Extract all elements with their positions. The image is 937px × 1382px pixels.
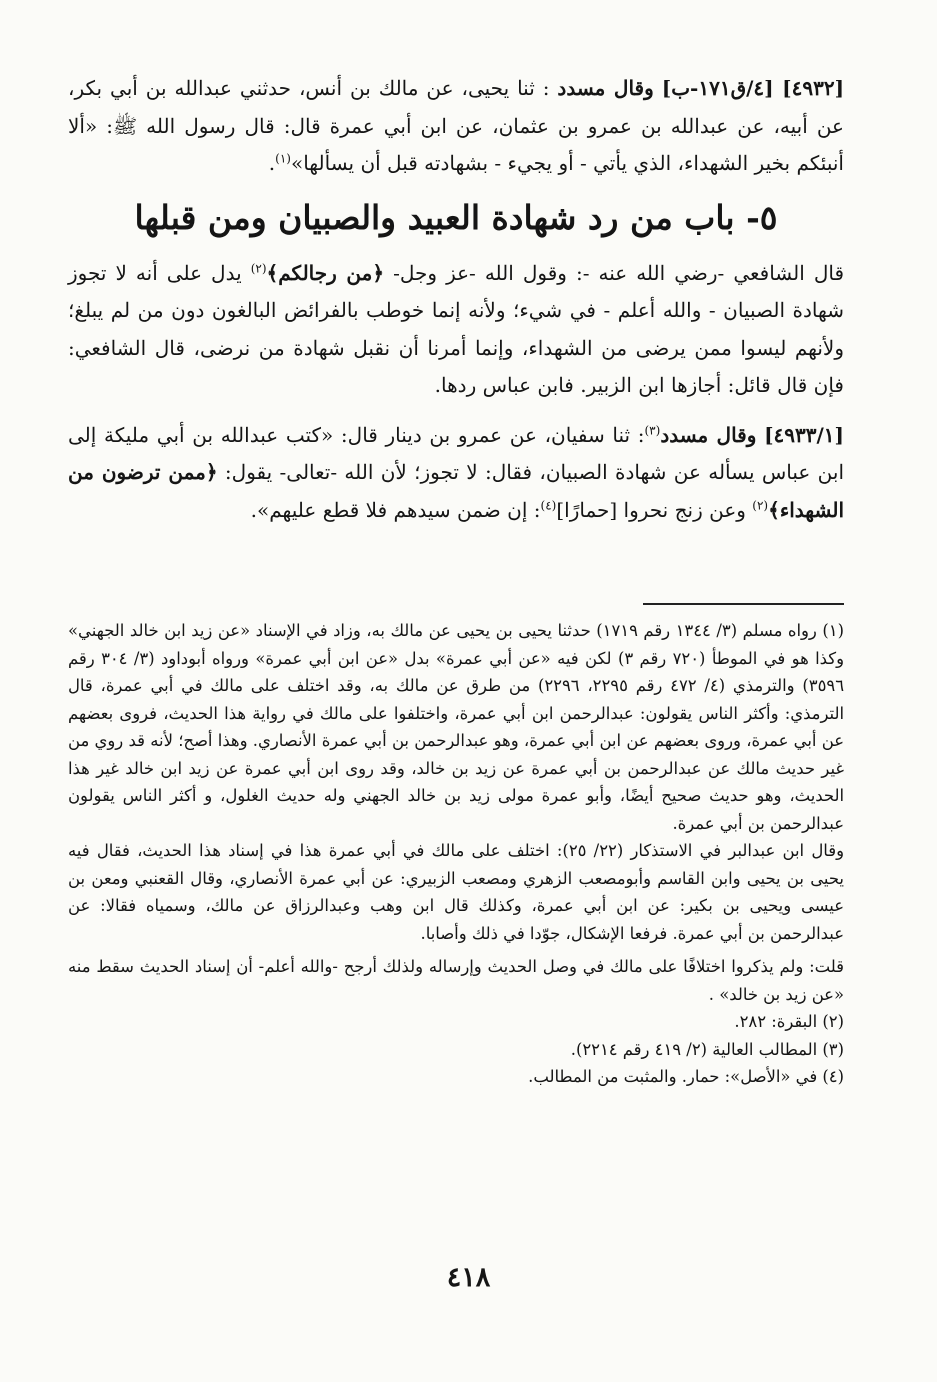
footnote-1: (١) رواه مسلم (٣/ ١٣٤٤ رقم ١٧١٩) حدثنا يحيى بن يحيى عن مالك به، وزاد في الإسناد «عن زيد ابن خالد الجهني» وكذا هو في الموطأ (٧٢٠ رقم ٣) لكن فيه «عن أبي عمرة» بدل «عن ابن أبي عمرة» ورواه أبوداود (٣/ ٣٠٤ رقم ٣٥٩٦) والترمذي (٤/ ٤٧٢ رقم ٢٢٩٥، ٢٢٩٦) من طرق عن مالك به، وقد اختلف على مالك في أبي عمرة، قال الترمذي: وأكثر الناس يقولون: عبدالرحمن ابن أبي عمرة، واختلفوا على مالك في رواية هذا الحديث، فروى بعضهم عن أبي عمرة، وروى بعضهم عن ابن أبي عمرة، وهو عبدالرحمن بن أبي عمرة الأنصاري. وهذا أصح؛ لأنه قد روي من غير حديث مالك عن عبدالرحمن بن أبي عمرة عن زيد بن خالد، وقد روى ابن أبي عمرة عن زيد ابن خالد غير هذا الحديث، وهو حديث صحيح أيضًا، وأبو عمرة مولى زيد بن خالد الجهني وله حديث الغلول، و أكثر الناس يقولون عبدالرحمن بن أبي عمرة. xyxy=(68,621,845,833)
main-text xyxy=(68,70,844,529)
footnote-4: (٤) في «الأصل»: حمار. والمثبت من المطالب. xyxy=(528,1067,844,1086)
shafii-text-1: قال الشافعي -رضي الله عنه -: وقول الله -عز وجل- xyxy=(384,260,845,285)
hadith-ref: [٤٩٣٣/١] xyxy=(764,422,845,447)
footnote-3: (٣) المطالب العالية (٢/ ٤١٩ رقم ٢٢١٤). xyxy=(570,1039,844,1059)
hadith-end: . xyxy=(268,151,276,175)
hadith-ref: [٤٩٣٢] [٤/ق١٧١-ب] xyxy=(661,76,845,100)
footnote-marker: (١) xyxy=(275,151,291,166)
hadith-text-3: : إن ضمن سيدهم فلا قطع عليهم». xyxy=(250,497,541,522)
shafii-paragraph xyxy=(68,255,844,405)
footnote-marker: (٤) xyxy=(540,497,557,512)
shafii-text-2: يدل على أنه لا تجوز شهادة الصبيان - والله أعلم - في شيء؛ ولأنه إنما خوطب بالفرائض البالغون دون من لم يبلغ؛ ولأنهم ليسوا ممن يرضى من الشهداء، وإنما أمرنا أن نقبل شهادة من نرضى، قال الشافعي: فإن قال قائل: أجازها ابن الزبير. فابن عباس ردها. xyxy=(68,260,844,397)
quran-quote: ﴿ممن ترضون من الشهداء﴾ xyxy=(68,460,844,522)
chapter-heading: ٥- باب من رد شهادة العبيد والصبيان ومن قبلها xyxy=(134,197,778,237)
quran-quote: ﴿من رجالكم﴾ xyxy=(266,260,385,285)
hadith-4933 xyxy=(68,417,844,530)
narrator: وقال مسدد xyxy=(660,422,757,447)
hadith-4932 xyxy=(68,70,844,183)
footnote-2: (٢) البقرة: ٢٨٢. xyxy=(734,1012,844,1031)
footnotes xyxy=(68,617,844,1091)
footnote-marker: (٢) xyxy=(752,497,769,512)
hadith-text: : ثنا يحيى، عن مالك بن أنس، حدثني عبدالله بن أبي بكر، عن أبيه، عن عبدالله بن عمرو بن عثمان، عن ابن أبي عمرة قال: قال رسول الله ﷺ: «ألا أنبئكم بخير الشهداء، الذي يأتي - أو يجيء - بشهادته قبل أن يسألها» xyxy=(68,76,844,175)
hadith-text-2: وعن زنج نحروا [حمارًا] xyxy=(556,497,753,522)
footnote-separator xyxy=(643,603,844,605)
hadith-text-1: : ثنا سفيان، عن عمرو بن دينار قال: «كتب عبدالله بن أبي مليكة إلى ابن عباس يسأله عن شهادة الصبيان، فقال: لا تجوز؛ لأن الله -تعالى- يقول: xyxy=(68,422,845,484)
footnote-marker: (٣) xyxy=(644,422,661,437)
page-number: ٤١٨ xyxy=(446,1262,491,1293)
narrator: وقال مسدد xyxy=(557,76,654,100)
footnote-marker: (٢) xyxy=(250,260,267,275)
footnote-1-continued: وقال ابن عبدالبر في الاستذكار (٢٢/ ٢٥): اختلف على مالك في أبي عمرة هذا في إسناد هذا الحديث، فقال فيه يحيى بن يحيى وابن القاسم وأبومصعب الزهري ومصعب الزبيري: عن أبي عمرة الأنصاري، وقال القعنبي ومعن بن عيسى ويحيى بن بكير: عن ابن أبي عمرة، وكذلك قال ابن وهب وعبدالرزاق عن مالك، وسمياه فقالا: عن عبدالرحمن بن أبي عمرة. فرفعا الإشكال، جوّدا في ذلك وأصابا. xyxy=(68,841,845,943)
footnote-1-note: قلت: ولم يذكروا اختلافًا على مالك في وصل الحديث وإرساله ولذلك أرجح -والله أعلم- أن إسناد الحديث سقط منه «عن زيد بن خالد» . xyxy=(68,957,844,1004)
